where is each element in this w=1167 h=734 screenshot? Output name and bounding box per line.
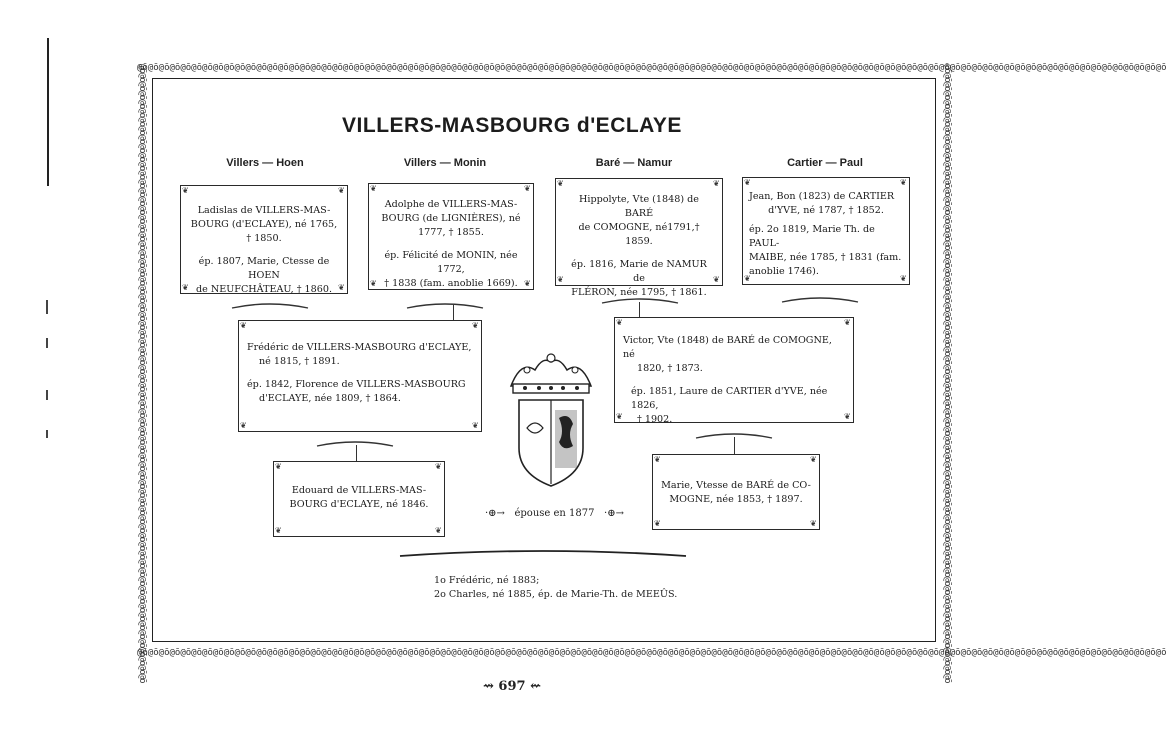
page-number: ⇝ 697 ⇜ [483,679,541,694]
binding-mark [46,338,48,348]
box-line: † 1838 (fam. anoblie 1669). [384,278,518,289]
box-line: ép. 1842, Florence de VILLERS-MASBOURG [247,379,466,390]
column-heading-bare-namur: Baré — Namur [595,157,673,169]
person-box-adolphe: ❦ ❦ ❦ ❦ Adolphe de VILLERS-MAS- BOURG (de LIGNIÈRES), né 1777, † 1855. ép. Félicité de MONIN, née 1772, † 1838 (fam. anoblie 1669). [368,183,534,290]
box-line: de COMOGNE, né1791,† 1859. [578,222,700,247]
column-heading-cartier-paul: Cartier — Paul [787,157,863,169]
binding-mark [46,300,48,314]
connector-swash [230,300,310,312]
children-connector-swash [398,546,688,560]
ornament-left: @ō@ō@ō@ō@ō@ō@ō@ō@ō@ō@ō@ō@ō@ō@ō@ō@ō@ō@ō@ō@ō@ō@ō@ō@ō@ō@ō@ō@ō@ō@ō@ō@ō@ō@ō@ō@ō@ō@ō@ō@ō@ō@ō@ō@ō@ō@ō@ō@ō@ō@ō@ō@ō@ō@ō@ō@ō@ō@ō@ō@ō@ō@ō@ō@ō@ō@ō@ō@ō@ō [137,64,147,683]
box-line: 1777, † 1855. [418,227,484,238]
binding-mark [46,390,48,400]
box-line: né 1815, † 1891. [259,356,340,367]
ornament-top: @ō@ō@ō@ō@ō@ō@ō@ō@ō@ō@ō@ō@ō@ō@ō@ō@ō@ō@ō@ō@ō@ō@ō@ō@ō@ō@ō@ō@ō@ō@ō@ō@ō@ō@ō@ō@ō@ō@ō@ō@ō@ō@ō@ō@ō@ō@ō@ō@ō@ō@ō@ō@ō@ō@ō@ō@ō@ō@ō@ō@ō@ō@ō@ō@ō@ō@ō@ō@ō@ō@ō@ō@ō@ō@ō@ō@ō@ō@ō@ō@ō@ō@ō@ō@ō@ō@ō@ō@ō@ō@ō@ō@ō@ō@ō [137,63,1167,73]
box-line: Ladislas de VILLERS-MAS- [197,205,331,216]
child-entry: 1o Frédéric, né 1883; [434,575,540,586]
connector-line [453,305,454,321]
connector-swash [405,300,485,312]
box-line: ép. Félicité de MONIN, née 1772, [384,250,518,275]
box-line: BOURG d'ECLAYE, né 1846. [289,499,429,510]
box-line: FLÉRON, née 1795, † 1861. [571,287,707,298]
person-box-edouard: ❦ ❦ ❦ ❦ Edouard de VILLERS-MAS- BOURG d'ECLAYE, né 1846. [273,461,445,537]
page-title: VILLERS-MASBOURG d'ECLAYE [342,114,682,137]
connector-line [639,302,640,318]
ornament-bottom: @ō@ō@ō@ō@ō@ō@ō@ō@ō@ō@ō@ō@ō@ō@ō@ō@ō@ō@ō@ō@ō@ō@ō@ō@ō@ō@ō@ō@ō@ō@ō@ō@ō@ō@ō@ō@ō@ō@ō@ō@ō@ō@ō@ō@ō@ō@ō@ō@ō@ō@ō@ō@ō@ō@ō@ō@ō@ō@ō@ō@ō@ō@ō@ō@ō@ō@ō@ō@ō@ō@ō@ō@ō@ō@ō@ō@ō@ō@ō@ō@ō@ō@ō@ō@ō@ō@ō@ō@ō@ō@ō@ō@ō@ō@ō [137,648,1167,658]
connector-line [734,437,735,454]
column-heading-villers-monin: Villers — Monin [403,157,487,169]
coat-of-arms-image [505,348,597,488]
box-line: BOURG (d'ECLAYE), né 1765, [190,219,338,230]
connector-line [356,445,357,462]
box-line: 1820, † 1873. [637,363,703,374]
ornament-left-icon: ·⊕→ [485,508,505,519]
box-line: MOGNE, née 1853, † 1897. [669,494,803,505]
marriage-label: épouse en 1877 [514,508,595,519]
box-line: ép. 1807, Marie, Ctesse de HOEN [198,256,330,281]
ornament-right-icon: ·⊕→ [604,508,624,519]
box-line: de NEUFCHÂTEAU, † 1860. [195,284,333,295]
marriage-link [485,508,624,519]
box-line: † 1850. [246,233,282,244]
binding-mark [46,430,48,438]
box-line: Edouard de VILLERS-MAS- [291,485,427,496]
connector-swash [600,295,680,307]
children-list [434,574,677,602]
column-heading-villers-hoen: Villers — Hoen [226,157,304,169]
binding-edge [47,38,49,186]
box-line: MAIBE, née 1785, † 1831 (fam. [749,252,902,263]
box-line: BOURG (de LIGNIÈRES), né [381,213,521,224]
box-line: Frédéric de VILLERS-MASBOURG d'ECLAYE, [247,342,472,353]
person-box-frederic: ❦ ❦ ❦ ❦ Frédéric de VILLERS-MASBOURG d'ECLAYE, né 1815, † 1891. ép. 1842, Florence de VILLERS-MASBOURG d'ECLAYE, née 1809, † 1864. [238,320,482,432]
person-box-jean: ❦ ❦ ❦ ❦ Jean, Bon (1823) de CARTIER d'YVE, né 1787, † 1852. ép. 2o 1819, Marie Th. de PAUL- MAIBE, née 1785, † 1831 (fam. anoblie 1746). [742,177,910,285]
ornament-right: @ō@ō@ō@ō@ō@ō@ō@ō@ō@ō@ō@ō@ō@ō@ō@ō@ō@ō@ō@ō@ō@ō@ō@ō@ō@ō@ō@ō@ō@ō@ō@ō@ō@ō@ō@ō@ō@ō@ō@ō@ō@ō@ō@ō@ō@ō@ō@ō@ō@ō@ō@ō@ō@ō@ō@ō@ō@ō@ō@ō@ō@ō@ō@ō@ō@ō@ō@ō@ō@ō [942,64,952,683]
person-box-ladislas: ❦ ❦ ❦ ❦ Ladislas de VILLERS-MAS- BOURG (d'ECLAYE), né 1765, † 1850. ép. 1807, Marie, Ctesse de HOEN de NEUFCHÂTEAU, † 1860. [180,185,348,294]
box-line: d'YVE, né 1787, † 1852. [768,205,884,216]
connector-swash [315,438,395,450]
connector-swash [780,294,860,306]
person-box-victor: ❦ ❦ ❦ ❦ Victor, Vte (1848) de BARÉ de COMOGNE, né 1820, † 1873. ép. 1851, Laure de CARTIER d'YVE, née 1826, † 1902. [614,317,854,423]
page-number-value: 697 [498,679,526,694]
box-line: d'ECLAYE, née 1809, † 1864. [259,393,401,404]
box-line: † 1902. [637,414,673,425]
box-line: ép. 1851, Laure de CARTIER d'YVE, née 1826, [631,386,828,411]
box-line: ép. 1816, Marie de NAMUR de [571,259,707,284]
box-line: Jean, Bon (1823) de CARTIER [749,191,895,202]
box-line: Victor, Vte (1848) de BARÉ de COMOGNE, né [623,335,832,360]
person-box-hippolyte: ❦ ❦ ❦ ❦ Hippolyte, Vte (1848) de BARÉ de COMOGNE, né1791,† 1859. ép. 1816, Marie de NAMUR de FLÉRON, née 1795, † 1861. [555,178,723,286]
box-line: Adolphe de VILLERS-MAS- [384,199,518,210]
person-box-marie: ❦ ❦ ❦ ❦ Marie, Vtesse de BARÉ de CO- MOGNE, née 1853, † 1897. [652,454,820,530]
box-line: Hippolyte, Vte (1848) de BARÉ [579,194,699,219]
child-entry: 2o Charles, né 1885, ép. de Marie-Th. de MEEÛS. [434,589,678,600]
box-line: anoblie 1746). [749,266,819,277]
box-line: ép. 2o 1819, Marie Th. de PAUL- [749,224,875,249]
box-line: Marie, Vtesse de BARÉ de CO- [661,480,811,491]
